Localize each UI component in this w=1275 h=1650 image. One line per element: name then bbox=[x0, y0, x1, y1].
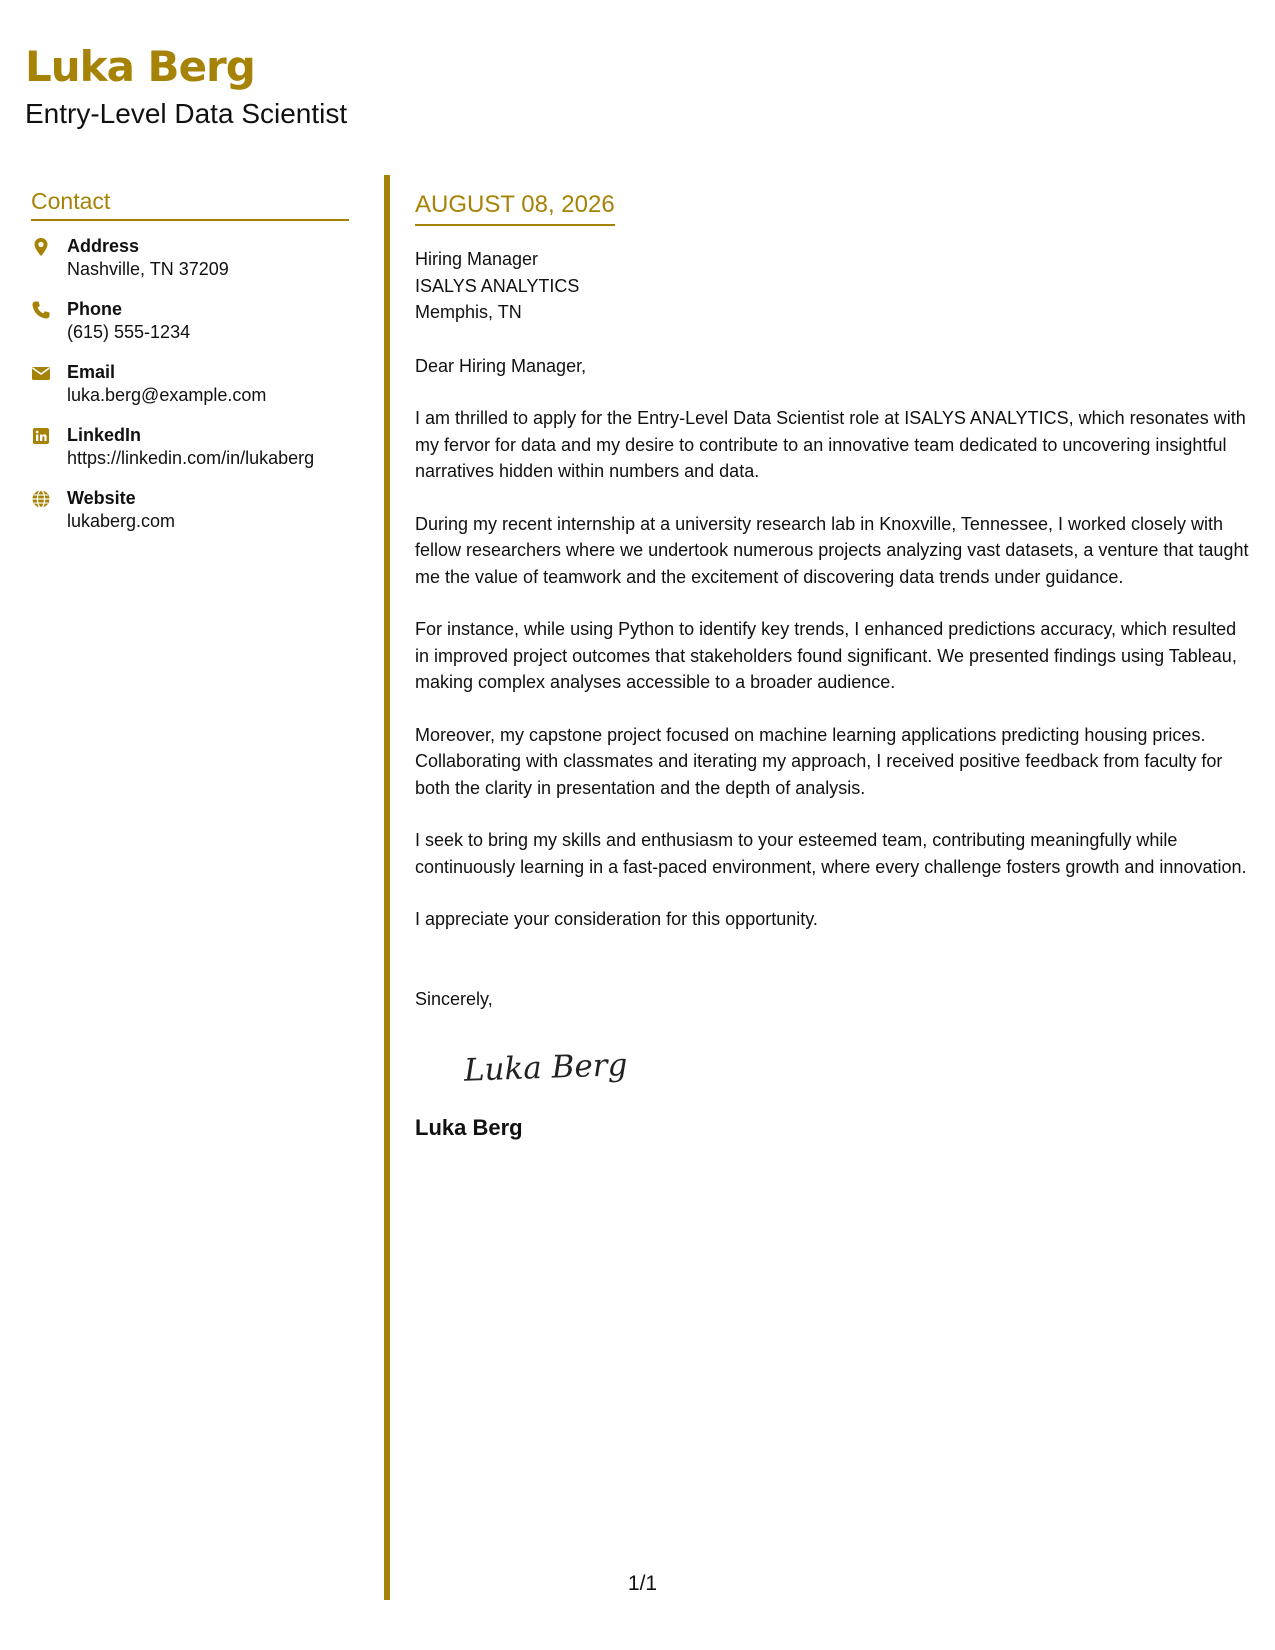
contact-list bbox=[31, 235, 349, 533]
handwritten-signature bbox=[462, 1040, 1255, 1100]
phone-label: Phone bbox=[67, 299, 123, 319]
address-label: Address bbox=[67, 236, 140, 256]
signer-name: Luka Berg bbox=[415, 1115, 523, 1140]
paragraph: I am thrilled to apply for the Entry-Level Data Scientist role at ISALYS ANALYTICS, which resonates with my fervor for data and my desire to contribute to an innovative team dedicated to uncovering insightful narratives hidden within numbers and data. bbox=[415, 408, 1246, 481]
contact-heading: Contact bbox=[31, 190, 349, 221]
contact-item-email bbox=[31, 361, 349, 407]
paragraph: Moreover, my capstone project focused on machine learning applications predicting housing prices. Collaborating with classmates and iterating my approach, I received positive feedback from faculty for both the clarity in presentation and the depth of analysis. bbox=[415, 724, 1223, 798]
job-title: Entry-Level Data Scientist bbox=[25, 98, 348, 129]
contact-sidebar bbox=[31, 190, 349, 550]
contact-item-linkedin bbox=[31, 424, 349, 470]
closing: Sincerely, bbox=[415, 988, 493, 1009]
address-value: Nashville, TN 37209 bbox=[67, 259, 229, 279]
greeting: Dear Hiring Manager, bbox=[415, 355, 587, 376]
recipient-block bbox=[415, 246, 1255, 326]
page-number: 1/1 bbox=[627, 1572, 658, 1595]
globe-icon bbox=[31, 487, 67, 533]
phone-value: (615) 555-1234 bbox=[67, 322, 191, 342]
website-label: Website bbox=[67, 488, 136, 508]
envelope-icon bbox=[31, 361, 67, 407]
letter-body bbox=[415, 193, 1255, 1142]
vertical-divider bbox=[384, 175, 390, 1600]
linkedin-label: LinkedIn bbox=[67, 425, 142, 445]
email-label: Email bbox=[67, 362, 116, 382]
paragraph: During my recent internship at a university research lab in Knoxville, Tennessee, I worked closely with fellow researchers where we undertook numerous projects analyzing vast datasets, a venture that taught me the value of teamwork and the excitement of discovering data trends under guidance. bbox=[415, 513, 1249, 587]
paragraph: For instance, while using Python to identify key trends, I enhanced predictions accuracy, which resulted in improved project outcomes that stakeholders found significant. We presented findings using Tableau, making complex analyses accessible to a broader audience. bbox=[415, 619, 1237, 692]
map-pin-icon bbox=[31, 235, 67, 281]
recipient-line: Hiring Manager bbox=[415, 249, 539, 269]
linkedin-value[interactable]: https://linkedin.com/in/lukaberg bbox=[67, 448, 315, 468]
recipient-line: Memphis, TN bbox=[415, 302, 522, 322]
contact-item-website bbox=[31, 487, 349, 533]
linkedin-icon bbox=[31, 424, 67, 470]
candidate-name: Luka Berg bbox=[25, 42, 255, 91]
recipient-line: ISALYS ANALYTICS bbox=[415, 275, 580, 296]
contact-item-phone bbox=[31, 298, 349, 344]
email-value: luka.berg@example.com bbox=[67, 385, 267, 405]
contact-item-address bbox=[31, 235, 349, 281]
letter-date: AUGUST 08, 2026 bbox=[415, 193, 615, 226]
signature-text: Luka Berg bbox=[463, 1047, 628, 1089]
paragraph: I appreciate your consideration for this opportunity. bbox=[415, 909, 818, 929]
website-value[interactable]: lukaberg.com bbox=[67, 511, 176, 531]
phone-icon bbox=[31, 298, 67, 344]
paragraph: I seek to bring my skills and enthusiasm to your esteemed team, contributing meaningfully while continuously learning in a fast-paced environment, where every challenge fosters growth and innovation. bbox=[415, 830, 1247, 877]
